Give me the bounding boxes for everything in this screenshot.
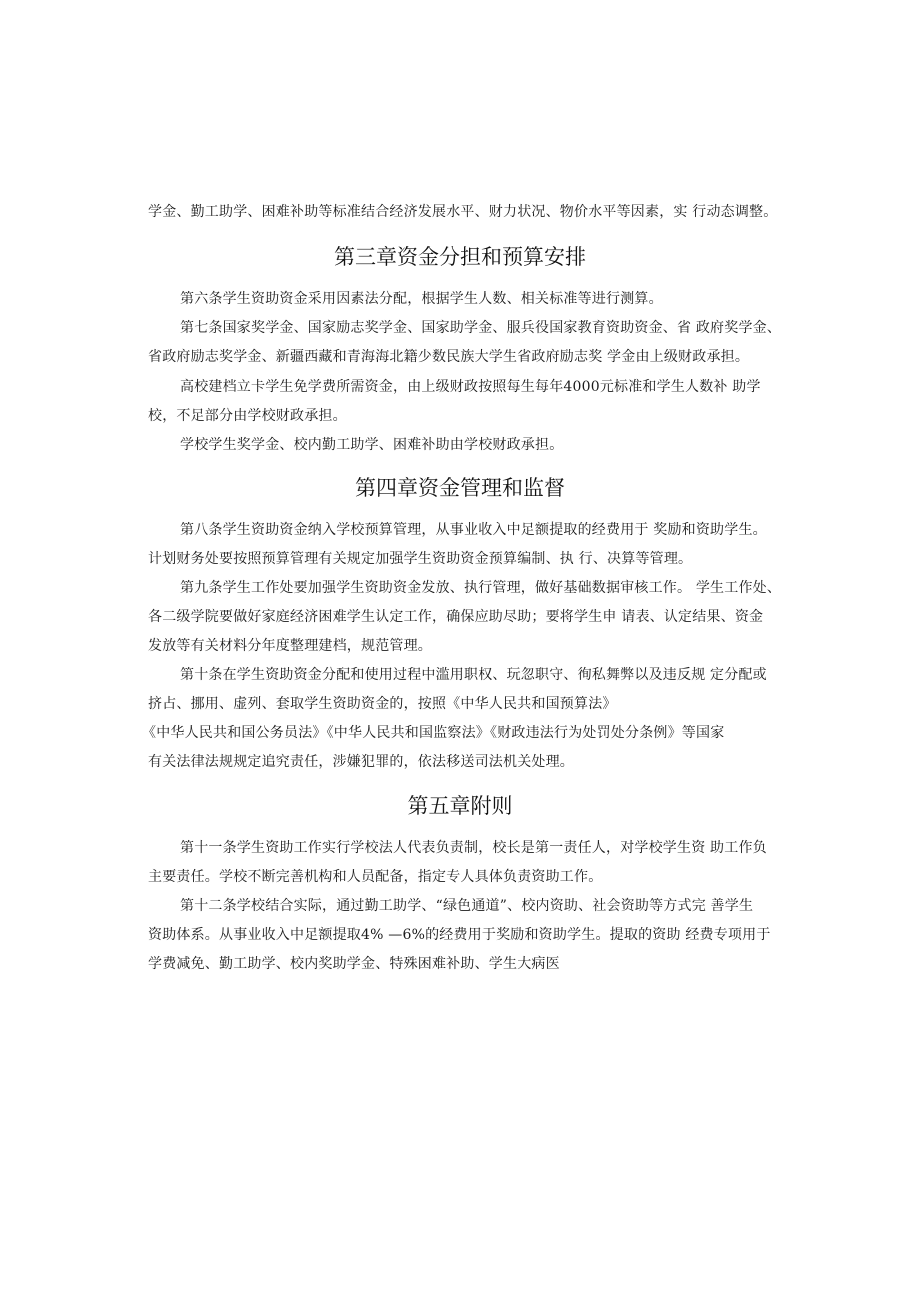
poverty-tuition-line-1: 高校建档立卡学生免学费所需资金，由上级财政按照每生每年4000元标准和学生人数补 助学: [180, 379, 761, 395]
article-10-line-1: 第十条在学生资助资金分配和使用过程中滥用职权、玩忽职守、徇私舞弊以及违反规 定分配或: [180, 667, 767, 683]
intro-line: 学金、勤工助学、困难补助等标准结合经济发展水平、财力状况、物价水平等因素，实 行动态调整。: [148, 204, 778, 220]
chapter-5-heading: 第五章附则: [407, 794, 513, 818]
article-12-line-3: 学费减免、勤工助学、校内奖助学金、特殊困难补助、学生大病医: [148, 956, 560, 972]
article-12-line-1: 第十二条学校结合实际，通过勤工助学、“绿色通道”、校内资助、社会资助等方式完 善学生: [180, 898, 754, 914]
chapter-3-heading: 第三章资金分担和预算安排: [334, 245, 586, 269]
school-funding-line: 学校学生奖学金、校内勤工助学、困难补助由学校财政承担。: [180, 437, 564, 453]
article-9-line-2: 各二级学院要做好家庭经济困难学生认定工作，确保应助尽助；要将学生申 请表、认定结果、资金: [148, 609, 764, 625]
article-8-line-1: 第八条学生资助资金纳入学校预算管理，从事业收入中足额提取的经费用于 奖励和资助学生。: [180, 522, 767, 538]
article-6-line: 第六条学生资助资金采用因素法分配，根据学生人数、相关标准等进行测算。: [180, 291, 663, 307]
article-10-line-2: 挤占、挪用、虚列、套取学生资助资金的，按照《中华人民共和国预算法》: [148, 696, 617, 712]
article-8-line-2: 计划财务处要按照预算管理有关规定加强学生资助资金预算编制、执 行、决算等管理。: [148, 551, 693, 567]
article-9-line-3: 发放等有关材料分年度整理建档，规范管理。: [148, 638, 432, 654]
article-11-line-1: 第十一条学生资助工作实行学校法人代表负责制，校长是第一责任人，对学校学生资 助工作负: [180, 840, 767, 856]
chapter-4-heading: 第四章资金管理和监督: [355, 476, 565, 500]
article-10-line-4: 有关法律法规规定追究责任，涉嫌犯罪的，依法移送司法机关处理。: [148, 754, 574, 770]
article-11-line-2: 主要责任。学校不断完善机构和人员配备，指定专人具体负责资助工作。: [148, 869, 603, 885]
article-12-line-2: 资助体系。从事业收入中足额提取4% —6%的经费用于奖励和资助学生。提取的资助 经费专项用于: [148, 927, 771, 943]
poverty-tuition-line-2: 校，不足部分由学校财政承担。: [148, 408, 347, 424]
article-7-line-1: 第七条国家奖学金、国家励志奖学金、国家助学金、服兵役国家教育资助资金、省 政府奖学金、: [180, 320, 782, 336]
article-10-line-3: 《中华人民共和国公务员法》《中华人民共和国监察法》《财政违法行为处罚处分条例》等国家: [142, 725, 725, 741]
article-9-line-1: 第九条学生工作处要加强学生资助资金发放、执行管理，做好基础数据审核工作。 学生工作处、: [180, 580, 782, 596]
article-7-line-2: 省政府励志奖学金、新疆西藏和青海海北籍少数民族大学生省政府励志奖 学金由上级财政承担。: [148, 349, 750, 365]
